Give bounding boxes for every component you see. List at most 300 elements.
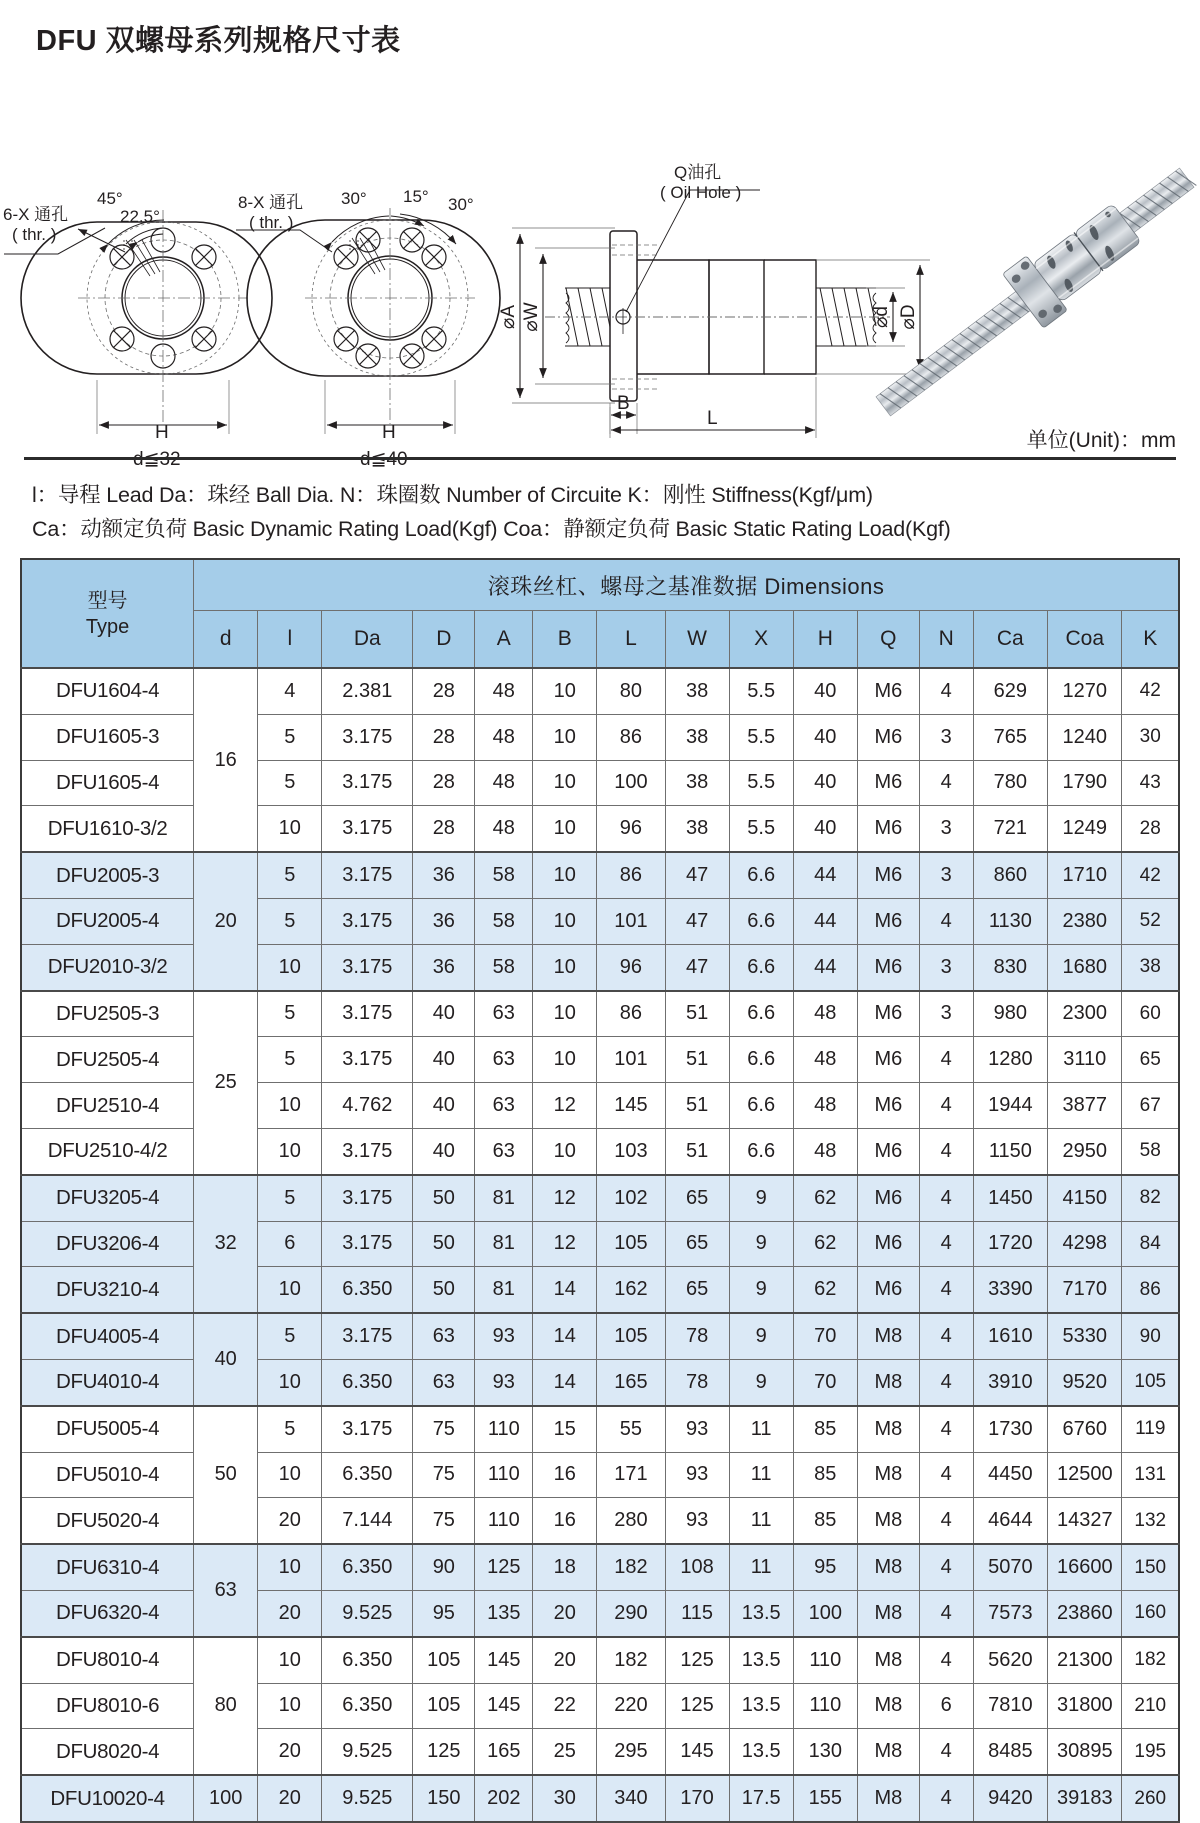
cell-Da: 6.350 xyxy=(322,1683,413,1729)
header-col-B: B xyxy=(533,611,597,669)
cell-W: 93 xyxy=(665,1452,729,1498)
cell-B: 12 xyxy=(533,1221,597,1267)
cell-d-group: 80 xyxy=(194,1637,258,1775)
cell-Da: 6.350 xyxy=(322,1637,413,1683)
cell-l: 5 xyxy=(258,1406,322,1452)
cell-type: DFU1604-4 xyxy=(21,668,194,714)
cell-Da: 3.175 xyxy=(322,944,413,990)
cell-D: 150 xyxy=(413,1775,475,1822)
cell-K: 119 xyxy=(1122,1406,1179,1452)
cell-A: 165 xyxy=(475,1729,533,1775)
oil-hole-label-cn: Q油孔 xyxy=(674,163,722,182)
cell-Coa: 1790 xyxy=(1048,760,1122,806)
cell-Q: M8 xyxy=(857,1359,919,1405)
cell-X: 13.5 xyxy=(729,1637,793,1683)
cell-Ca: 1730 xyxy=(973,1406,1047,1452)
header-col-Da: Da xyxy=(322,611,413,669)
cell-Da: 3.175 xyxy=(322,898,413,944)
cell-X: 5.5 xyxy=(729,806,793,852)
cell-Q: M6 xyxy=(857,1037,919,1083)
cell-W: 51 xyxy=(665,991,729,1037)
cell-X: 5.5 xyxy=(729,760,793,806)
cell-Da: 3.175 xyxy=(322,1128,413,1174)
cell-K: 132 xyxy=(1122,1498,1179,1544)
cell-D: 36 xyxy=(413,944,475,990)
cell-K: 60 xyxy=(1122,991,1179,1037)
cell-A: 63 xyxy=(475,1128,533,1174)
cell-l: 10 xyxy=(258,1359,322,1405)
cell-W: 125 xyxy=(665,1683,729,1729)
left-view-angle-45: 45° xyxy=(97,189,123,208)
right-view-hole-callout: 8-X 通孔 xyxy=(238,193,304,212)
cell-l: 5 xyxy=(258,991,322,1037)
cell-D: 28 xyxy=(413,668,475,714)
cell-L: 280 xyxy=(597,1498,665,1544)
cell-K: 52 xyxy=(1122,898,1179,944)
cell-H: 110 xyxy=(793,1683,857,1729)
dim-label-W: ⌀W xyxy=(521,302,542,332)
header-col-K: K xyxy=(1122,611,1179,669)
cell-A: 110 xyxy=(475,1498,533,1544)
cell-A: 125 xyxy=(475,1544,533,1590)
cell-W: 38 xyxy=(665,668,729,714)
cell-W: 51 xyxy=(665,1128,729,1174)
header-type-en: Type xyxy=(85,615,130,638)
cell-L: 101 xyxy=(597,898,665,944)
cell-N: 4 xyxy=(919,1128,973,1174)
cell-W: 38 xyxy=(665,806,729,852)
cell-Ca: 721 xyxy=(973,806,1047,852)
header-col-l: l xyxy=(258,611,322,669)
cell-Q: M6 xyxy=(857,760,919,806)
header-col-W: W xyxy=(665,611,729,669)
cell-L: 340 xyxy=(597,1775,665,1822)
cell-l: 5 xyxy=(258,760,322,806)
cell-Da: 3.175 xyxy=(322,714,413,760)
cell-H: 110 xyxy=(793,1637,857,1683)
cell-type: DFU4010-4 xyxy=(21,1359,194,1405)
cell-Coa: 3110 xyxy=(1048,1037,1122,1083)
cell-A: 63 xyxy=(475,1083,533,1129)
cell-L: 103 xyxy=(597,1128,665,1174)
cell-H: 85 xyxy=(793,1452,857,1498)
cell-K: 43 xyxy=(1122,760,1179,806)
cell-Coa: 1249 xyxy=(1048,806,1122,852)
cell-B: 30 xyxy=(533,1775,597,1822)
cell-X: 13.5 xyxy=(729,1729,793,1775)
cell-l: 5 xyxy=(258,1037,322,1083)
cell-K: 42 xyxy=(1122,852,1179,898)
table-row xyxy=(21,1637,1179,1683)
header-col-A: A xyxy=(475,611,533,669)
technical-drawing-area xyxy=(0,62,1200,470)
cell-W: 38 xyxy=(665,714,729,760)
cell-B: 10 xyxy=(533,852,597,898)
cell-H: 62 xyxy=(793,1267,857,1313)
cell-A: 81 xyxy=(475,1175,533,1221)
cell-B: 10 xyxy=(533,898,597,944)
cell-Q: M6 xyxy=(857,1221,919,1267)
cell-d-group: 16 xyxy=(194,668,258,852)
cell-X: 11 xyxy=(729,1498,793,1544)
cell-N: 6 xyxy=(919,1683,973,1729)
cell-D: 28 xyxy=(413,806,475,852)
cell-l: 20 xyxy=(258,1775,322,1822)
cell-X: 9 xyxy=(729,1359,793,1405)
dim-label-B: B xyxy=(617,393,630,414)
cell-K: 160 xyxy=(1122,1590,1179,1636)
cell-N: 4 xyxy=(919,1729,973,1775)
cell-Q: M6 xyxy=(857,1083,919,1129)
cell-X: 17.5 xyxy=(729,1775,793,1822)
cell-Da: 3.175 xyxy=(322,1037,413,1083)
cell-l: 20 xyxy=(258,1498,322,1544)
cell-W: 65 xyxy=(665,1267,729,1313)
cell-D: 36 xyxy=(413,852,475,898)
cell-type: DFU2010-3/2 xyxy=(21,944,194,990)
cell-B: 10 xyxy=(533,714,597,760)
cell-W: 47 xyxy=(665,898,729,944)
cell-type: DFU2005-4 xyxy=(21,898,194,944)
cell-K: 65 xyxy=(1122,1037,1179,1083)
cell-Da: 9.525 xyxy=(322,1775,413,1822)
cell-L: 102 xyxy=(597,1175,665,1221)
cell-W: 115 xyxy=(665,1590,729,1636)
cell-Coa: 12500 xyxy=(1048,1452,1122,1498)
cell-type: DFU2510-4 xyxy=(21,1083,194,1129)
cell-N: 4 xyxy=(919,1544,973,1590)
drawing-svg xyxy=(0,62,1200,470)
cell-X: 9 xyxy=(729,1313,793,1359)
cell-X: 9 xyxy=(729,1175,793,1221)
header-col-d: d xyxy=(194,611,258,669)
cell-A: 58 xyxy=(475,852,533,898)
cell-l: 20 xyxy=(258,1729,322,1775)
cell-l: 10 xyxy=(258,1683,322,1729)
table-row xyxy=(21,1175,1179,1221)
left-view-thr-callout: ( thr. ) xyxy=(12,225,57,244)
cell-type: DFU1605-4 xyxy=(21,760,194,806)
cell-Q: M6 xyxy=(857,806,919,852)
cell-A: 48 xyxy=(475,760,533,806)
legend-notes xyxy=(32,478,1182,546)
cell-Q: M6 xyxy=(857,1175,919,1221)
table-row xyxy=(21,1775,1179,1822)
cell-Q: M6 xyxy=(857,1128,919,1174)
cell-l: 10 xyxy=(258,944,322,990)
cell-Ca: 780 xyxy=(973,760,1047,806)
cell-H: 85 xyxy=(793,1406,857,1452)
cell-B: 16 xyxy=(533,1498,597,1544)
header-dimensions: 滚珠丝杠、螺母之基准数据 Dimensions xyxy=(194,559,1179,611)
cell-K: 38 xyxy=(1122,944,1179,990)
cell-type: DFU2005-3 xyxy=(21,852,194,898)
cell-W: 145 xyxy=(665,1729,729,1775)
cell-L: 55 xyxy=(597,1406,665,1452)
cell-Da: 7.144 xyxy=(322,1498,413,1544)
cell-Da: 3.175 xyxy=(322,1313,413,1359)
header-col-N: N xyxy=(919,611,973,669)
table-header-row-1 xyxy=(21,559,1179,611)
cell-L: 96 xyxy=(597,806,665,852)
cell-X: 11 xyxy=(729,1406,793,1452)
cell-type: DFU6320-4 xyxy=(21,1590,194,1636)
cell-Ca: 3910 xyxy=(973,1359,1047,1405)
cell-L: 80 xyxy=(597,668,665,714)
cell-A: 93 xyxy=(475,1313,533,1359)
dim-label-D: ⌀D xyxy=(898,304,919,330)
cell-X: 9 xyxy=(729,1221,793,1267)
header-col-H: H xyxy=(793,611,857,669)
cell-Da: 6.350 xyxy=(322,1359,413,1405)
cell-Da: 9.525 xyxy=(322,1729,413,1775)
cell-Da: 2.381 xyxy=(322,668,413,714)
cell-B: 10 xyxy=(533,760,597,806)
cell-L: 105 xyxy=(597,1313,665,1359)
cell-Coa: 4150 xyxy=(1048,1175,1122,1221)
cell-D: 40 xyxy=(413,991,475,1037)
cell-Ca: 5620 xyxy=(973,1637,1047,1683)
cell-Ca: 765 xyxy=(973,714,1047,760)
cell-H: 70 xyxy=(793,1359,857,1405)
cell-d-group: 32 xyxy=(194,1175,258,1313)
cell-B: 14 xyxy=(533,1359,597,1405)
cell-type: DFU5010-4 xyxy=(21,1452,194,1498)
cell-N: 4 xyxy=(919,668,973,714)
cell-L: 145 xyxy=(597,1083,665,1129)
cell-N: 4 xyxy=(919,1267,973,1313)
cell-X: 9 xyxy=(729,1267,793,1313)
cell-B: 10 xyxy=(533,1128,597,1174)
table-row xyxy=(21,991,1179,1037)
cell-N: 4 xyxy=(919,1406,973,1452)
cell-Q: M8 xyxy=(857,1729,919,1775)
cell-L: 96 xyxy=(597,944,665,990)
table-row xyxy=(21,1544,1179,1590)
cell-N: 4 xyxy=(919,1083,973,1129)
cell-A: 63 xyxy=(475,1037,533,1083)
legend-note-2: Ca：动额定负荷 Basic Dynamic Rating Load(Kgf) Coa：静额定负荷 Basic Static Rating Load(Kgf) xyxy=(32,517,951,541)
cell-Q: M8 xyxy=(857,1498,919,1544)
cell-K: 28 xyxy=(1122,806,1179,852)
cell-W: 170 xyxy=(665,1775,729,1822)
cell-d-group: 63 xyxy=(194,1544,258,1637)
table-body xyxy=(21,668,1179,1822)
cell-Coa: 30895 xyxy=(1048,1729,1122,1775)
cell-l: 20 xyxy=(258,1590,322,1636)
cell-l: 4 xyxy=(258,668,322,714)
cell-L: 182 xyxy=(597,1637,665,1683)
cell-D: 75 xyxy=(413,1406,475,1452)
cell-D: 90 xyxy=(413,1544,475,1590)
left-view-dim-d: d≦32 xyxy=(133,449,181,470)
cell-Ca: 1610 xyxy=(973,1313,1047,1359)
cell-X: 6.6 xyxy=(729,991,793,1037)
cell-K: 30 xyxy=(1122,714,1179,760)
cell-Q: M8 xyxy=(857,1406,919,1452)
cell-D: 28 xyxy=(413,714,475,760)
cell-A: 58 xyxy=(475,898,533,944)
cell-Q: M8 xyxy=(857,1637,919,1683)
cell-H: 70 xyxy=(793,1313,857,1359)
cell-B: 14 xyxy=(533,1313,597,1359)
oil-hole-label-en: ( Oil Hole ) xyxy=(660,183,742,202)
cell-B: 16 xyxy=(533,1452,597,1498)
cell-D: 95 xyxy=(413,1590,475,1636)
cell-l: 5 xyxy=(258,714,322,760)
cell-B: 10 xyxy=(533,1037,597,1083)
cell-l: 10 xyxy=(258,1083,322,1129)
cell-type: DFU2510-4/2 xyxy=(21,1128,194,1174)
cell-X: 11 xyxy=(729,1452,793,1498)
spec-table-container xyxy=(20,558,1182,1823)
cell-H: 85 xyxy=(793,1498,857,1544)
cell-H: 95 xyxy=(793,1544,857,1590)
cell-B: 22 xyxy=(533,1683,597,1729)
cell-Ca: 1130 xyxy=(973,898,1047,944)
cell-Q: M6 xyxy=(857,898,919,944)
cell-Q: M6 xyxy=(857,991,919,1037)
cell-L: 165 xyxy=(597,1359,665,1405)
header-col-Q: Q xyxy=(857,611,919,669)
cell-X: 6.6 xyxy=(729,852,793,898)
cell-H: 40 xyxy=(793,806,857,852)
cell-X: 6.6 xyxy=(729,1128,793,1174)
cell-N: 4 xyxy=(919,1359,973,1405)
cell-N: 4 xyxy=(919,1498,973,1544)
cell-B: 20 xyxy=(533,1590,597,1636)
cell-Da: 3.175 xyxy=(322,852,413,898)
cell-K: 67 xyxy=(1122,1083,1179,1129)
cell-A: 135 xyxy=(475,1590,533,1636)
cell-d-group: 100 xyxy=(194,1775,258,1822)
cell-type: DFU3206-4 xyxy=(21,1221,194,1267)
cell-Q: M6 xyxy=(857,714,919,760)
cell-Q: M8 xyxy=(857,1313,919,1359)
cell-W: 38 xyxy=(665,760,729,806)
cell-Q: M8 xyxy=(857,1452,919,1498)
cell-A: 145 xyxy=(475,1683,533,1729)
cell-type: DFU10020-4 xyxy=(21,1775,194,1822)
cell-D: 40 xyxy=(413,1037,475,1083)
cell-Coa: 16600 xyxy=(1048,1544,1122,1590)
cell-K: 86 xyxy=(1122,1267,1179,1313)
right-view-angle-15: 15° xyxy=(403,187,429,206)
cell-D: 125 xyxy=(413,1729,475,1775)
cell-K: 195 xyxy=(1122,1729,1179,1775)
header-type xyxy=(21,559,194,668)
cell-H: 40 xyxy=(793,714,857,760)
cell-A: 48 xyxy=(475,806,533,852)
cell-N: 4 xyxy=(919,760,973,806)
cell-H: 48 xyxy=(793,1083,857,1129)
cell-Ca: 980 xyxy=(973,991,1047,1037)
flange-view-d40 xyxy=(236,208,500,434)
cell-D: 36 xyxy=(413,898,475,944)
cell-Ca: 1720 xyxy=(973,1221,1047,1267)
cell-Da: 3.175 xyxy=(322,1175,413,1221)
cell-N: 3 xyxy=(919,991,973,1037)
cell-type: DFU8010-4 xyxy=(21,1637,194,1683)
cell-Coa: 2950 xyxy=(1048,1128,1122,1174)
cell-d-group: 50 xyxy=(194,1406,258,1544)
cell-L: 101 xyxy=(597,1037,665,1083)
cell-X: 11 xyxy=(729,1544,793,1590)
cell-A: 48 xyxy=(475,668,533,714)
cell-Ca: 1150 xyxy=(973,1128,1047,1174)
cell-W: 65 xyxy=(665,1221,729,1267)
cell-Ca: 5070 xyxy=(973,1544,1047,1590)
cell-d-group: 40 xyxy=(194,1313,258,1406)
cell-type: DFU3205-4 xyxy=(21,1175,194,1221)
right-view-dim-h: H xyxy=(382,422,396,443)
cell-l: 10 xyxy=(258,1637,322,1683)
cell-H: 40 xyxy=(793,760,857,806)
cell-L: 290 xyxy=(597,1590,665,1636)
cell-N: 4 xyxy=(919,1590,973,1636)
cell-K: 84 xyxy=(1122,1221,1179,1267)
cell-D: 40 xyxy=(413,1128,475,1174)
cell-Coa: 21300 xyxy=(1048,1637,1122,1683)
cell-type: DFU4005-4 xyxy=(21,1313,194,1359)
cell-type: DFU8020-4 xyxy=(21,1729,194,1775)
cell-B: 10 xyxy=(533,668,597,714)
cell-Ca: 1450 xyxy=(973,1175,1047,1221)
cell-W: 93 xyxy=(665,1498,729,1544)
header-col-Ca: Ca xyxy=(973,611,1047,669)
cell-N: 3 xyxy=(919,944,973,990)
cell-L: 86 xyxy=(597,991,665,1037)
header-col-Coa: Coa xyxy=(1048,611,1122,669)
cell-D: 28 xyxy=(413,760,475,806)
cell-type: DFU2505-3 xyxy=(21,991,194,1037)
cell-Coa: 3877 xyxy=(1048,1083,1122,1129)
cell-Q: M8 xyxy=(857,1683,919,1729)
cell-H: 62 xyxy=(793,1175,857,1221)
cell-H: 130 xyxy=(793,1729,857,1775)
header-col-X: X xyxy=(729,611,793,669)
cell-A: 110 xyxy=(475,1406,533,1452)
cell-Da: 9.525 xyxy=(322,1590,413,1636)
cell-l: 10 xyxy=(258,1544,322,1590)
table-row xyxy=(21,668,1179,714)
cell-K: 82 xyxy=(1122,1175,1179,1221)
specifications-table xyxy=(20,558,1180,1823)
cell-K: 260 xyxy=(1122,1775,1179,1822)
cell-Da: 6.350 xyxy=(322,1544,413,1590)
cell-Da: 3.175 xyxy=(322,1406,413,1452)
cell-X: 5.5 xyxy=(729,714,793,760)
cell-B: 14 xyxy=(533,1267,597,1313)
cell-A: 63 xyxy=(475,991,533,1037)
cell-d-group: 25 xyxy=(194,991,258,1175)
cell-W: 51 xyxy=(665,1037,729,1083)
cell-W: 51 xyxy=(665,1083,729,1129)
cell-Ca: 3390 xyxy=(973,1267,1047,1313)
cell-Coa: 5330 xyxy=(1048,1313,1122,1359)
section-view xyxy=(512,190,930,438)
cell-type: DFU1610-3/2 xyxy=(21,806,194,852)
cell-Ca: 629 xyxy=(973,668,1047,714)
cell-B: 12 xyxy=(533,1175,597,1221)
cell-X: 6.6 xyxy=(729,944,793,990)
cell-D: 63 xyxy=(413,1359,475,1405)
cell-N: 4 xyxy=(919,1452,973,1498)
cell-A: 81 xyxy=(475,1267,533,1313)
cell-l: 10 xyxy=(258,1267,322,1313)
cell-l: 10 xyxy=(258,1128,322,1174)
cell-D: 50 xyxy=(413,1221,475,1267)
